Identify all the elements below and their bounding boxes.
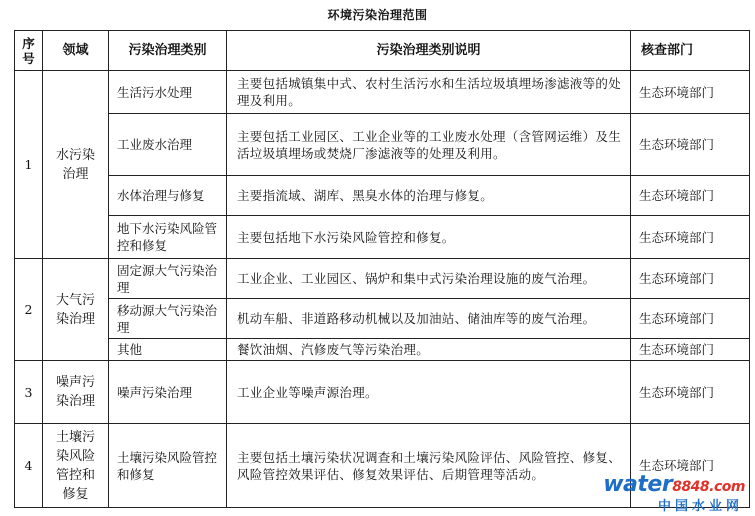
page-title: 环境污染治理范围 xyxy=(327,8,428,22)
description-cell: 主要包括地下水污染风险管控和修复。 xyxy=(227,216,631,259)
watermark-domain: .com xyxy=(709,479,745,495)
dept-cell: 生态环境部门 xyxy=(631,339,750,361)
header-dept: 核查部门 xyxy=(631,31,750,71)
row-number: 4 xyxy=(15,424,43,508)
table-row xyxy=(15,216,750,259)
description-cell: 主要包括土壤污染状况调查和土壤污染风险评估、风险管控、修复、风险管控效果评估、修复效果评估、后期管理等活动。 xyxy=(227,424,631,508)
table-row xyxy=(15,176,750,216)
row-number: 3 xyxy=(15,361,43,424)
header-no: 序号 xyxy=(15,31,43,71)
header-field: 领域 xyxy=(43,31,109,71)
category-cell: 工业废水治理 xyxy=(109,114,227,176)
description-cell: 主要包括城镇集中式、农村生活污水和生活垃圾填埋场渗滤液等的处理及利用。 xyxy=(227,71,631,114)
watermark-logo xyxy=(603,472,749,514)
row-number: 2 xyxy=(15,259,43,361)
category-cell: 移动源大气污染治理 xyxy=(109,299,227,339)
watermark-brand-prefix: water xyxy=(603,472,673,497)
dept-cell: 生态环境部门 xyxy=(631,259,750,299)
watermark-brand xyxy=(603,472,745,497)
row-number: 1 xyxy=(15,71,43,259)
watermark-brand-suffix: 8848 xyxy=(672,479,710,495)
dept-cell: 生态环境部门 xyxy=(631,114,750,176)
field-cell: 大气污染治理 xyxy=(43,259,109,361)
dept-cell: 生态环境部门 xyxy=(631,176,750,216)
category-cell: 土壤污染风险管控和修复 xyxy=(109,424,227,508)
category-cell: 水体治理与修复 xyxy=(109,176,227,216)
pollution-scope-table xyxy=(14,30,750,508)
header-description: 污染治理类别说明 xyxy=(227,31,631,71)
field-cell: 土壤污染风险管控和修复 xyxy=(43,424,109,508)
description-cell: 主要指流域、湖库、黑臭水体的治理与修复。 xyxy=(227,176,631,216)
table-row xyxy=(15,361,750,424)
dept-cell: 生态环境部门 xyxy=(631,216,750,259)
table-row xyxy=(15,299,750,339)
field-cell: 水污染治理 xyxy=(43,71,109,259)
table-row xyxy=(15,259,750,299)
dept-cell: 生态环境部门 xyxy=(631,361,750,424)
dept-cell: 生态环境部门 xyxy=(631,71,750,114)
category-cell: 其他 xyxy=(109,339,227,361)
description-cell: 工业企业、工业园区、锅炉和集中式污染治理设施的废气治理。 xyxy=(227,259,631,299)
table-row xyxy=(15,339,750,361)
watermark-name: 中国水业网 xyxy=(657,499,743,514)
category-cell: 固定源大气污染治理 xyxy=(109,259,227,299)
description-cell: 餐饮油烟、汽修废气等污染治理。 xyxy=(227,339,631,361)
description-cell: 机动车船、非道路移动机械以及加油站、储油库等的废气治理。 xyxy=(227,299,631,339)
field-cell: 噪声污染治理 xyxy=(43,361,109,424)
dept-cell: 生态环境部门 xyxy=(631,424,750,508)
description-cell: 主要包括工业园区、工业企业等的工业废水处理（含管网运维）及生活垃圾填埋场或焚烧厂渗滤液等的处理及利用。 xyxy=(227,114,631,176)
category-cell: 生活污水处理 xyxy=(109,71,227,114)
table-row xyxy=(15,114,750,176)
header-category: 污染治理类别 xyxy=(109,31,227,71)
header-row xyxy=(15,31,750,71)
category-cell: 噪声污染治理 xyxy=(109,361,227,424)
description-cell: 工业企业等噪声源治理。 xyxy=(227,361,631,424)
table-row xyxy=(15,71,750,114)
dept-cell: 生态环境部门 xyxy=(631,299,750,339)
category-cell: 地下水污染风险管控和修复 xyxy=(109,216,227,259)
